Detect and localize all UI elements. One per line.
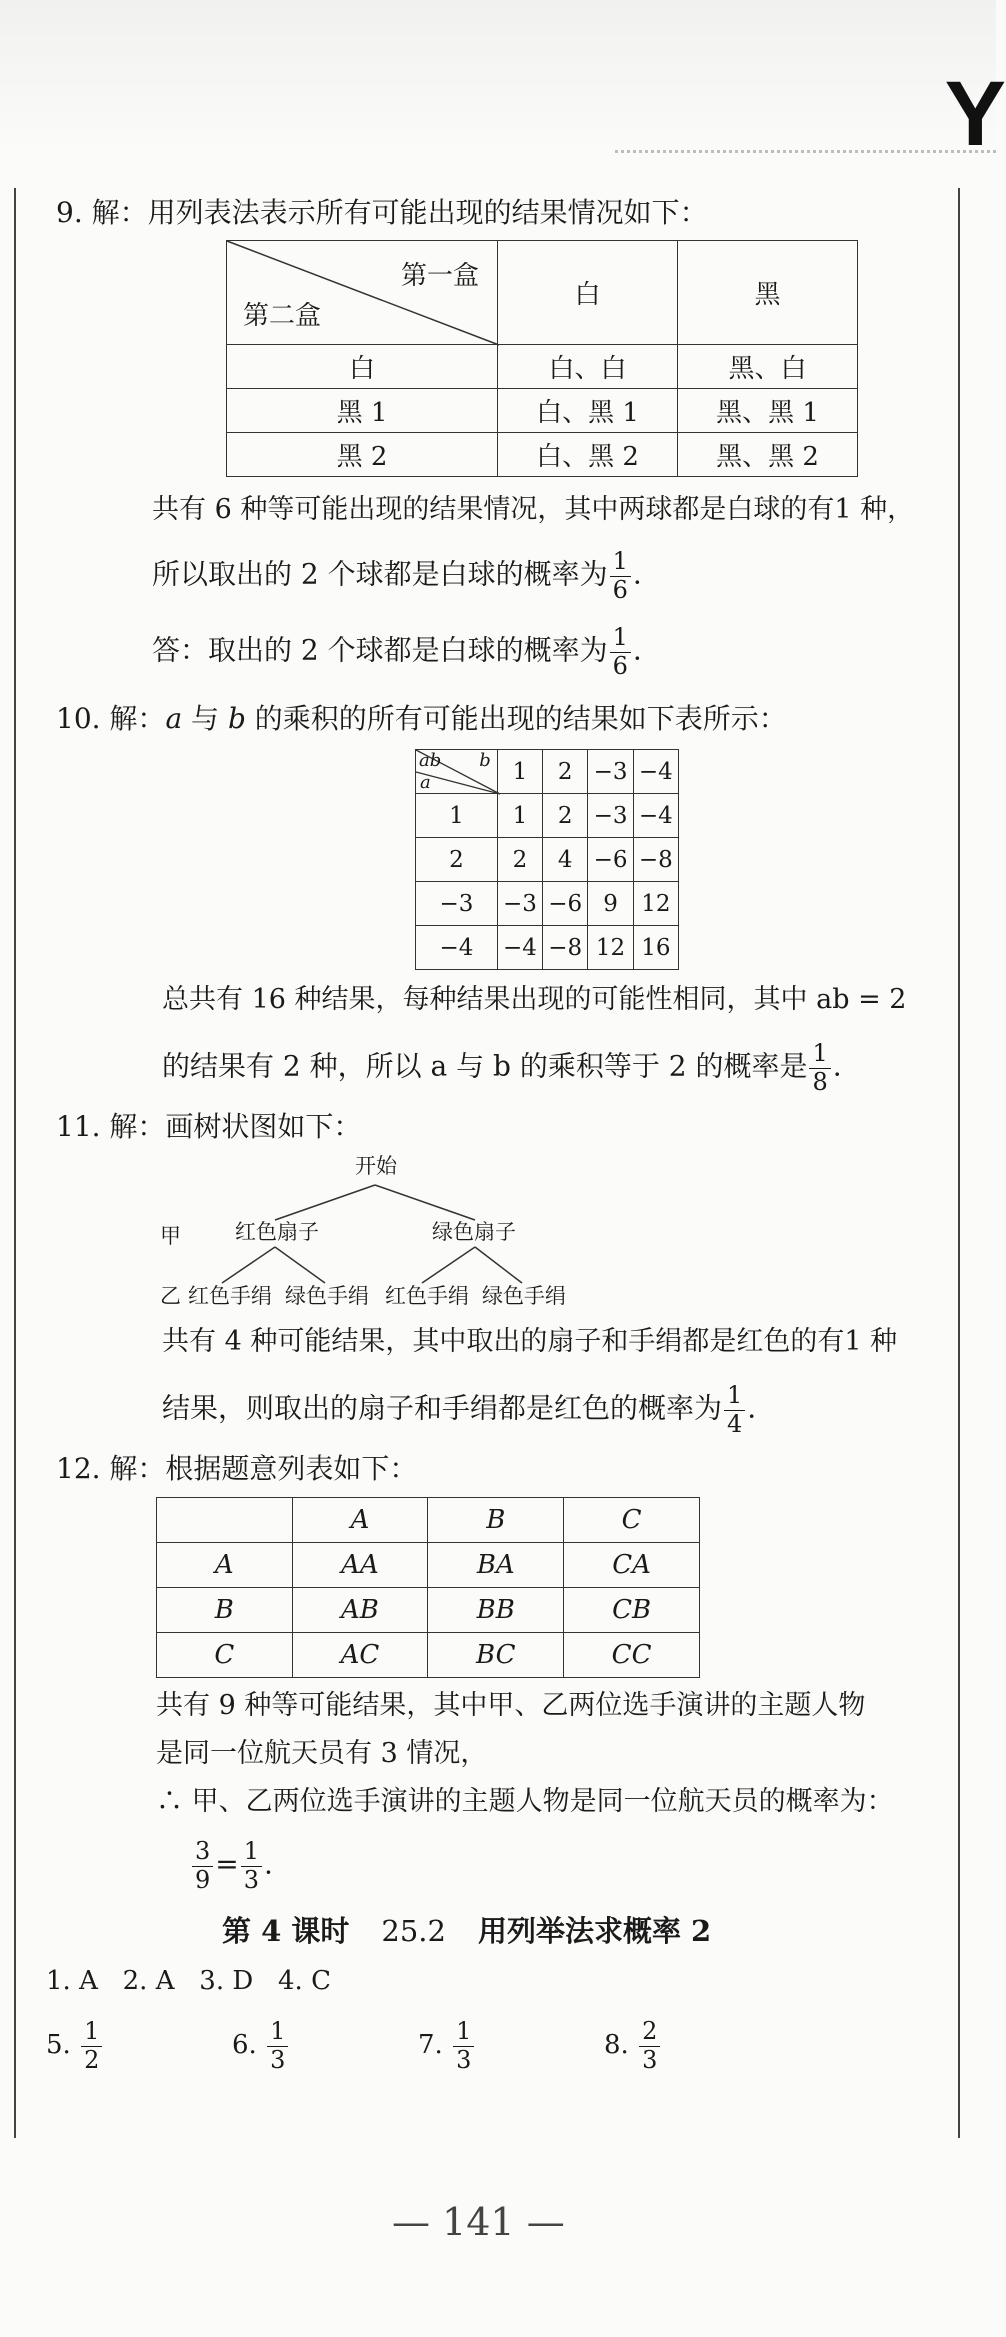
q10-col-header: −3	[588, 750, 633, 794]
tree-node-level1: 绿色扇子	[432, 1220, 516, 1244]
q10-label	[56, 702, 787, 736]
section-title	[222, 1914, 711, 1949]
q9-corner-top: 第一盒	[401, 261, 480, 291]
q9-line2	[152, 548, 642, 604]
q10-cell: −6	[588, 838, 633, 882]
q12-col-header: B	[428, 1498, 564, 1543]
answer-frac-den: 3	[642, 2045, 658, 2074]
answer-num: 8.	[604, 2030, 629, 2061]
q9-table	[226, 240, 858, 477]
answer-item	[232, 2018, 290, 2074]
tree-level2-label: 乙	[160, 1284, 181, 1308]
q9-line2-text: 所以取出的 2 个球都是白球的概率为	[152, 557, 608, 591]
q9-answer-period: .	[632, 633, 642, 667]
q12-result	[190, 1838, 273, 1894]
answer-item	[604, 2018, 662, 2074]
q10-frac-num: 1	[809, 1040, 830, 1069]
q9-cell: 白、黑 2	[498, 433, 678, 477]
q10-cell: 12	[633, 882, 678, 926]
q10-cell: 2	[543, 794, 588, 838]
q10-cell: 4	[543, 838, 588, 882]
answer-frac-num: 1	[453, 2018, 474, 2047]
q9-answer-text: 答：取出的 2 个球都是白球的概率为	[152, 633, 608, 667]
q10-cell: 2	[416, 838, 498, 882]
q9-frac-num: 1	[610, 548, 631, 577]
q10-cell: 9	[588, 882, 633, 926]
q9-cell: 白	[227, 345, 498, 389]
answer-frac-den: 2	[84, 2045, 100, 2074]
tree-node-level2: 红色手绢	[188, 1284, 272, 1308]
q12-col-header	[157, 1498, 293, 1543]
q10-cell: 1	[497, 794, 542, 838]
q11-frac-num: 1	[724, 1382, 745, 1411]
q9-cell: 黑 2	[227, 433, 498, 477]
q10-corner-b: b	[479, 750, 491, 771]
q10-cell: −4	[416, 926, 498, 970]
tree-level1-label: 甲	[160, 1224, 181, 1248]
q10-var-a: a	[165, 702, 183, 735]
q12-line2: 是同一位航天员有 3 情况，	[156, 1738, 488, 1769]
q12-line1: 共有 9 种等可能结果，其中甲、乙两位选手演讲的主题人物	[156, 1690, 866, 1721]
right-margin-rule	[958, 188, 960, 2138]
q12-cell: C	[157, 1633, 293, 1678]
answer-frac-num: 1	[267, 2018, 288, 2047]
q9-fraction	[610, 548, 631, 604]
q12-cell: BC	[428, 1633, 564, 1678]
q9-col-header: 黑	[678, 241, 858, 345]
q12-line3: ∴ 甲、乙两位选手演讲的主题人物是同一位航天员的概率为：	[156, 1786, 894, 1817]
q10-frac-den: 8	[812, 1067, 828, 1096]
answer-frac-den: 3	[456, 2045, 472, 2074]
q9-cell: 黑 1	[227, 389, 498, 433]
q12-fraction-1	[192, 1838, 213, 1894]
tree-node-level1: 红色扇子	[235, 1220, 319, 1244]
q10-line1: 总共有 16 种结果，每种结果出现的可能性相同，其中 ab = 2	[162, 984, 907, 1015]
q12-equals: =	[215, 1847, 239, 1881]
q11-line2-text: 结果，则取出的扇子和手绢都是红色的概率为	[162, 1391, 723, 1425]
q10-cell: −4	[497, 926, 542, 970]
q10-line2-text: 的结果有 2 种，所以 a 与 b 的乘积等于 2 的概率是	[162, 1049, 808, 1083]
q9-col-header: 白	[498, 241, 678, 345]
q9-answer	[152, 624, 642, 680]
tree-node-level2: 红色手绢	[385, 1284, 469, 1308]
q10-rest: 的乘积的所有可能出现的结果如下表所示：	[245, 702, 787, 735]
q10-corner-a: a	[420, 772, 431, 793]
q12-cell: BA	[428, 1543, 564, 1588]
page-number: — 141 —	[392, 2200, 565, 2244]
answer-num: 6.	[232, 2030, 257, 2061]
q9-line1: 共有 6 种等可能出现的结果情况，其中两球都是白球的有1 种，	[152, 494, 915, 525]
q9-cell: 黑、黑 1	[678, 389, 858, 433]
q12-cell: AB	[292, 1588, 428, 1633]
header-dotted-rule	[615, 150, 996, 153]
tree-root: 开始	[355, 1154, 397, 1178]
answer-item	[46, 2018, 104, 2074]
q12-table	[156, 1497, 700, 1678]
q12-cell: AC	[292, 1633, 428, 1678]
q9-cell: 黑、黑 2	[678, 433, 858, 477]
answer-num: 5.	[46, 2030, 71, 2061]
tree-node-level2: 绿色手绢	[285, 1284, 369, 1308]
q12-cell: B	[157, 1588, 293, 1633]
q12-cell: CB	[564, 1588, 700, 1633]
q10-cell: −3	[497, 882, 542, 926]
q10-cell: 16	[633, 926, 678, 970]
q9-corner-bottom: 第二盒	[243, 301, 322, 331]
q10-cell: −3	[588, 794, 633, 838]
q10-cell: 2	[497, 838, 542, 882]
q9-cell: 白、黑 1	[498, 389, 678, 433]
q10-fraction	[809, 1040, 830, 1096]
q11-fraction	[724, 1382, 745, 1438]
q12-col-header: A	[292, 1498, 428, 1543]
q11-label: 11. 解：画树状图如下：	[56, 1110, 362, 1143]
q12-fraction-2	[241, 1838, 262, 1894]
q10-corner-cell	[416, 750, 498, 794]
q11-frac-den: 4	[727, 1409, 743, 1438]
q10-mid: 与	[182, 702, 228, 735]
q9-answer-frac-den: 6	[612, 651, 628, 680]
q12-frac1-num: 3	[192, 1838, 213, 1867]
q10-cell: −8	[633, 838, 678, 882]
q12-cell: A	[157, 1543, 293, 1588]
section-title-number: 25.2	[381, 1914, 446, 1948]
q9-corner-cell	[227, 241, 498, 345]
q12-cell: CA	[564, 1543, 700, 1588]
answer-item	[418, 2018, 476, 2074]
answer-fraction	[639, 2018, 660, 2074]
section-title-lesson: 第 4 课时	[222, 1914, 350, 1948]
header-letter: Y	[944, 63, 1006, 165]
q12-cell: BB	[428, 1588, 564, 1633]
q10-label-num: 10. 解：	[56, 702, 166, 735]
answer-frac-num: 2	[639, 2018, 660, 2047]
q10-table	[415, 749, 679, 970]
tree-node-level2: 绿色手绢	[482, 1284, 566, 1308]
section-title-topic: 用列举法求概率 2	[477, 1914, 712, 1948]
answer-frac-den: 3	[270, 2045, 286, 2074]
q10-cell: −3	[416, 882, 498, 926]
q10-cell: 1	[416, 794, 498, 838]
q12-label: 12. 解：根据题意列表如下：	[56, 1452, 418, 1485]
q12-frac2-num: 1	[241, 1838, 262, 1867]
q10-var-b: b	[227, 702, 246, 735]
q9-cell: 白、白	[498, 345, 678, 389]
q11-line1: 共有 4 种可能结果，其中取出的扇子和手绢都是红色的有1 种	[162, 1326, 898, 1357]
q10-col-header: 1	[497, 750, 542, 794]
q10-period: .	[832, 1049, 842, 1083]
q12-cell: AA	[292, 1543, 428, 1588]
q9-label: 9. 解：用列表法表示所有可能出现的结果情况如下：	[56, 196, 708, 229]
answer-fraction	[267, 2018, 288, 2074]
q12-period: .	[264, 1847, 273, 1881]
q9-cell: 黑、白	[678, 345, 858, 389]
answer-frac-num: 1	[81, 2018, 102, 2047]
q12-col-header: C	[564, 1498, 700, 1543]
q10-col-header: 2	[543, 750, 588, 794]
q10-corner-ab: ab	[419, 750, 442, 771]
q10-cell: 12	[588, 926, 633, 970]
q10-line2	[162, 1040, 842, 1096]
left-margin-rule	[14, 188, 16, 2138]
q12-frac2-den: 3	[243, 1865, 260, 1894]
answers-line1: 1. A 2. A 3. D 4. C	[46, 1966, 331, 1996]
q10-cell: −4	[633, 794, 678, 838]
answer-fraction	[453, 2018, 474, 2074]
q10-col-header: −4	[633, 750, 678, 794]
q11-period: .	[747, 1391, 757, 1425]
q10-cell: −8	[543, 926, 588, 970]
answer-fraction	[81, 2018, 102, 2074]
q10-cell: −6	[543, 882, 588, 926]
q12-cell: CC	[564, 1633, 700, 1678]
q9-frac-den: 6	[612, 575, 628, 604]
q11-line2	[162, 1382, 756, 1438]
answer-num: 7.	[418, 2030, 443, 2061]
q12-frac1-den: 9	[195, 1865, 211, 1894]
q9-answer-fraction	[610, 624, 631, 680]
q9-period: .	[632, 557, 642, 591]
q9-answer-frac-num: 1	[610, 624, 631, 653]
header-band	[0, 0, 996, 150]
